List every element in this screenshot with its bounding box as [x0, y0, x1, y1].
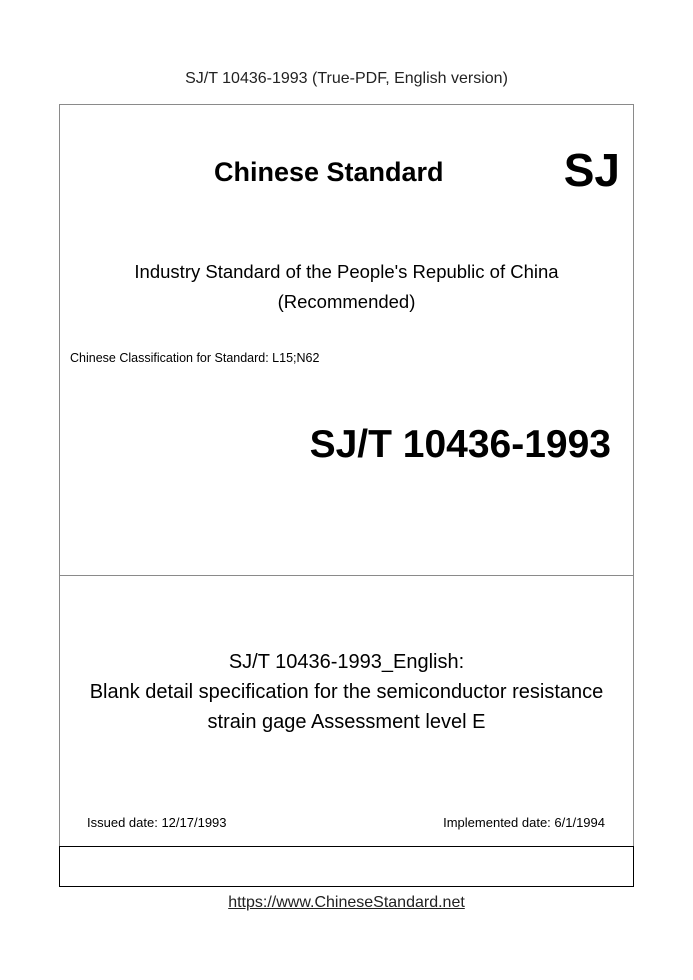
cover-frame — [59, 104, 634, 887]
english-title-line-3: strain gage Assessment level E — [207, 711, 486, 733]
issuing-body-subtitle — [60, 257, 633, 317]
cover-bottom-section — [60, 576, 633, 846]
footer-box — [59, 846, 634, 887]
implemented-date: Implemented date: 6/1/1994 — [443, 815, 605, 830]
website-link[interactable]: https://www.ChineseStandard.net — [228, 894, 465, 911]
standard-code-mark: SJ — [563, 144, 620, 196]
document-type-heading: Chinese Standard — [214, 157, 444, 187]
cover-top-section — [60, 105, 633, 576]
standard-number-heading: SJ/T 10436-1993 — [309, 423, 611, 466]
website-link-container — [0, 894, 693, 912]
english-title — [60, 647, 633, 737]
page-header-title: SJ/T 10436-1993 (True-PDF, English version) — [185, 70, 508, 87]
english-title-line-2: Blank detail specification for the semiconductor resistance — [89, 681, 604, 703]
issued-date: Issued date: 12/17/1993 — [87, 815, 227, 830]
subtitle-line-1: Industry Standard of the People's Republic of China — [134, 261, 559, 282]
subtitle-line-2: (Recommended) — [277, 291, 416, 312]
english-title-line-1: SJ/T 10436-1993_English: — [228, 651, 465, 673]
classification-code: Chinese Classification for Standard: L15;N62 — [70, 351, 320, 365]
